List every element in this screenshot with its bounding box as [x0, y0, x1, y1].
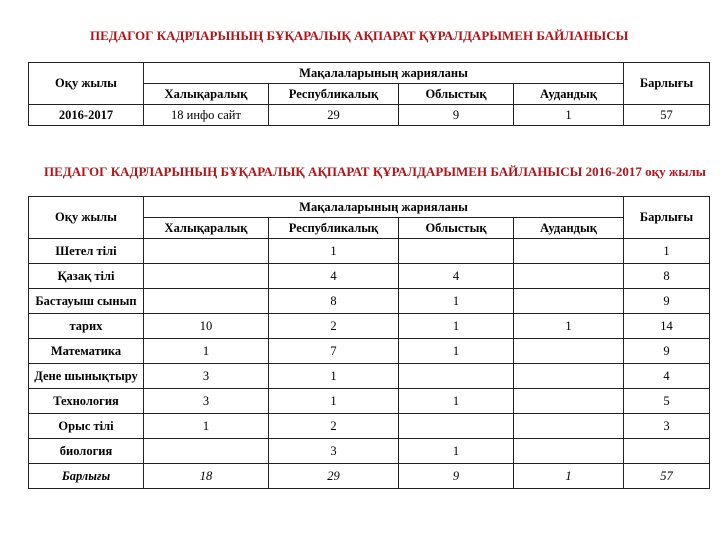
cell-total: 57: [624, 464, 710, 489]
cell-district: 1: [514, 464, 624, 489]
header-international: Халықаралық: [144, 218, 269, 239]
table-row: [29, 339, 710, 364]
cell-subject: Шетел тілі: [29, 239, 144, 264]
cell-regional: [399, 364, 514, 389]
table-row: [29, 239, 710, 264]
summary-table: [28, 62, 710, 126]
cell-regional: 1: [399, 314, 514, 339]
table-row: [29, 314, 710, 339]
cell-international: 3: [144, 364, 269, 389]
cell-republic: 8: [269, 289, 399, 314]
cell-total: 8: [624, 264, 710, 289]
cell-republic: 7: [269, 339, 399, 364]
cell-republic: 29: [269, 105, 399, 126]
cell-subject: Технология: [29, 389, 144, 414]
cell-regional: 1: [399, 389, 514, 414]
cell-republic: 1: [269, 239, 399, 264]
cell-international: [144, 264, 269, 289]
cell-total: 3: [624, 414, 710, 439]
cell-total: 9: [624, 339, 710, 364]
cell-regional: [399, 239, 514, 264]
cell-international: 1: [144, 339, 269, 364]
cell-total: 1: [624, 239, 710, 264]
cell-subject: Барлығы: [29, 464, 144, 489]
header-total: Барлығы: [624, 197, 710, 239]
cell-international: [144, 439, 269, 464]
header-district: Аудандық: [514, 218, 624, 239]
cell-international: [144, 289, 269, 314]
cell-regional: 1: [399, 339, 514, 364]
header-year: Оқу жылы: [29, 63, 144, 105]
header-year: Оқу жылы: [29, 197, 144, 239]
cell-republic: 1: [269, 364, 399, 389]
header-total: Барлығы: [624, 63, 710, 105]
cell-district: [514, 264, 624, 289]
cell-total: 5: [624, 389, 710, 414]
cell-district: 1: [514, 314, 624, 339]
cell-district: [514, 414, 624, 439]
cell-total: 57: [624, 105, 710, 126]
cell-district: 1: [514, 105, 624, 126]
cell-subject: Математика: [29, 339, 144, 364]
cell-regional: 9: [399, 464, 514, 489]
cell-international: 18: [144, 464, 269, 489]
cell-total: 4: [624, 364, 710, 389]
cell-republic: 29: [269, 464, 399, 489]
cell-international: 10: [144, 314, 269, 339]
subjects-table: [28, 196, 710, 489]
header-articles: Мақалаларының жарияланы: [144, 197, 624, 218]
cell-district: [514, 389, 624, 414]
table-row: [29, 264, 710, 289]
table-row: [29, 389, 710, 414]
cell-subject: Бастауыш сынып: [29, 289, 144, 314]
cell-district: [514, 364, 624, 389]
cell-regional: 9: [399, 105, 514, 126]
header-regional: Облыстық: [399, 84, 514, 105]
cell-subject: биология: [29, 439, 144, 464]
cell-district: [514, 239, 624, 264]
header-international: Халықаралық: [144, 84, 269, 105]
cell-total: [624, 439, 710, 464]
section-title: ПЕДАГОГ КАДРЛАРЫНЫҢ БҰҚАРАЛЫҚ АҚПАРАТ ҚҰРАЛДАРЫМЕН БАЙЛАНЫСЫ 2016-2017 оқу жылы: [44, 164, 706, 179]
cell-year: 2016-2017: [29, 105, 144, 126]
cell-subject: Қазақ тілі: [29, 264, 144, 289]
cell-republic: 1: [269, 389, 399, 414]
cell-subject: тарих: [29, 314, 144, 339]
cell-regional: [399, 414, 514, 439]
cell-republic: 2: [269, 314, 399, 339]
cell-international: [144, 239, 269, 264]
table-row: [29, 289, 710, 314]
totals-row: [29, 464, 710, 489]
cell-republic: 4: [269, 264, 399, 289]
cell-district: [514, 339, 624, 364]
header-district: Аудандық: [514, 84, 624, 105]
page-title: ПЕДАГОГ КАДРЛАРЫНЫҢ БҰҚАРАЛЫҚ АҚПАРАТ ҚҰРАЛДАРЫМЕН БАЙЛАНЫСЫ: [90, 28, 629, 43]
cell-subject: Орыс тілі: [29, 414, 144, 439]
cell-subject: Дене шынықтыру: [29, 364, 144, 389]
cell-total: 9: [624, 289, 710, 314]
cell-district: [514, 289, 624, 314]
table-row: [29, 105, 710, 126]
cell-international: 1: [144, 414, 269, 439]
cell-republic: 2: [269, 414, 399, 439]
cell-regional: 1: [399, 289, 514, 314]
table-row: [29, 364, 710, 389]
header-articles: Мақалаларының жарияланы: [144, 63, 624, 84]
table-row: [29, 414, 710, 439]
cell-international: 3: [144, 389, 269, 414]
header-regional: Облыстық: [399, 218, 514, 239]
cell-republic: 3: [269, 439, 399, 464]
cell-district: [514, 439, 624, 464]
cell-international: 18 инфо сайт: [144, 105, 269, 126]
header-republic: Республикалық: [269, 84, 399, 105]
header-republic: Республикалық: [269, 218, 399, 239]
cell-regional: 4: [399, 264, 514, 289]
table-row: [29, 439, 710, 464]
cell-total: 14: [624, 314, 710, 339]
cell-regional: 1: [399, 439, 514, 464]
